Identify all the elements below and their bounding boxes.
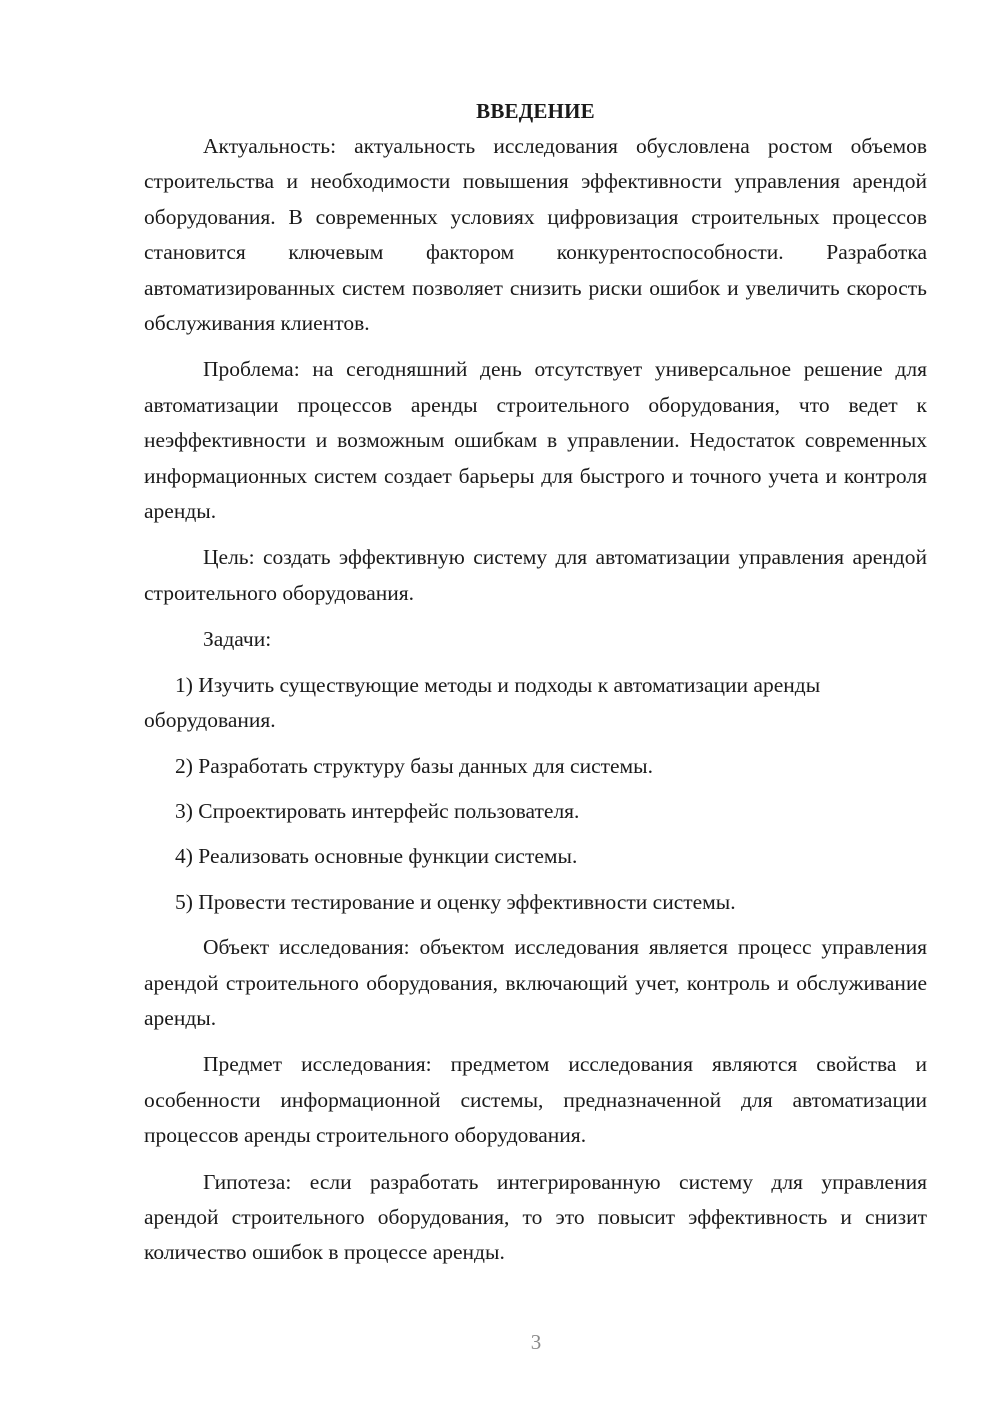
page-number: 3 [530,1330,542,1354]
page-body [144,96,927,1271]
task-item: 4) Реализовать основные функции системы. [175,844,578,869]
task-item: 5) Провести тестирование и оценку эффективности системы. [175,889,736,914]
section-title: ВВЕДЕНИЕ [476,99,595,123]
paragraph-hypothesis: Гипотеза: если разработать интегрированную систему для управления арендой строительного оборудования, то это повысит эффективность и снизит количество ошибок в процессе аренды. [144,1169,927,1265]
task-item: 3) Спроектировать интерфейс пользователя. [175,798,580,823]
paragraph-subject: Предмет исследования: предметом исследования являются свойства и особенности информационной системы, предназначенной для автоматизации процессов аренды строительного оборудования. [144,1052,927,1148]
paragraph-problem: Проблема: на сегодняшний день отсутствует универсальное решение для автоматизации процессов аренды строительного оборудования, что ведет к неэффективности и возможным ошибкам в управлении. Недостаток современных информационных систем создает барьеры для быстрого и точного учета и контроля аренды. [144,357,927,524]
tasks-list [144,668,927,920]
paragraph-relevance: Актуальность: актуальность исследования обусловлена ростом объемов строительства и необходимости повышения эффективности управления арендой оборудования. В современных условиях цифровизация строительных процессов становится ключевым фактором конкурентоспособности. Разработка автоматизированных систем позволяет снизить риски ошибок и увеличить скорость обслуживания клиентов. [144,134,927,336]
paragraph-goal: Цель: создать эффективную систему для автоматизации управления арендой строительного оборудования. [144,545,927,605]
tasks-heading: Задачи: [203,627,272,652]
task-item: 2) Разработать структуру базы данных для системы. [175,753,653,778]
task-item: 1) Изучить существующие методы и подходы к автоматизации аренды оборудования. [144,672,821,733]
paragraph-object: Объект исследования: объектом исследования является процесс управления арендой строительного оборудования, включающий учет, контроль и обслуживание аренды. [144,935,927,1030]
